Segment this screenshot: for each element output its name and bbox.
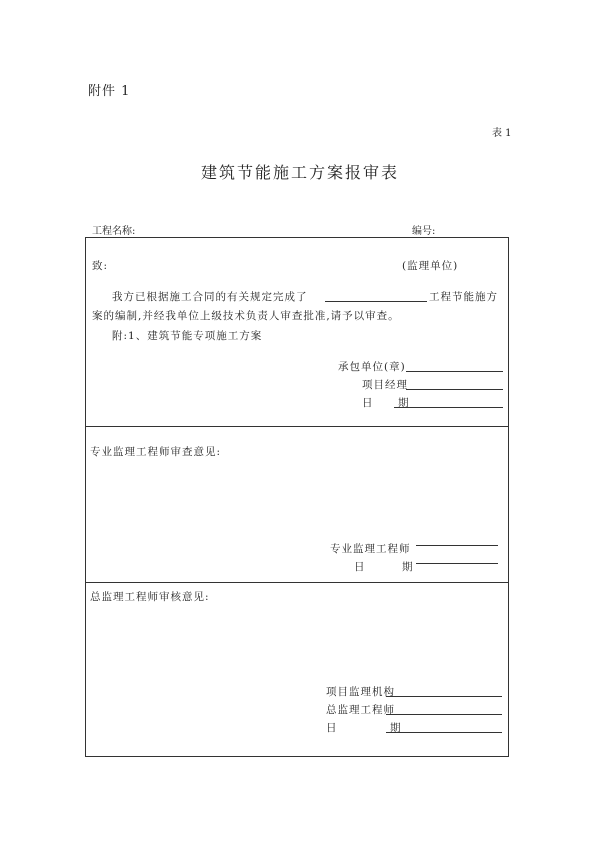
contractor-label: 承包单位(章) <box>338 361 406 373</box>
serial-number-label: 编号: <box>412 226 436 237</box>
table-number: 表 1 <box>492 128 512 139</box>
submission-text-line1: 我方已根据施工合同的有关规定完成了 <box>112 291 308 303</box>
date-label-char2: 期 <box>398 397 410 409</box>
specialist-review-heading: 专业监理工程师审查意见: <box>90 446 222 458</box>
project-name-blank[interactable] <box>325 301 427 302</box>
supervisor-unit-label: (监理单位) <box>402 260 459 272</box>
specialist-engineer-label: 专业监理工程师 <box>330 543 411 555</box>
review-form-table <box>85 237 509 757</box>
project-name-label: 工程名称: <box>92 226 136 237</box>
contractor-signature-line[interactable] <box>406 371 503 372</box>
date-label-char1: 日 <box>362 397 374 409</box>
chief-engineer-label: 总监理工程师 <box>326 704 395 716</box>
to-label: 致: <box>92 260 109 272</box>
supervision-org-label: 项目监理机构 <box>326 686 395 698</box>
date-line-section1[interactable] <box>394 407 503 408</box>
chief-review-heading: 总监理工程师审核意见: <box>90 591 210 603</box>
date-label-char1: 日 <box>354 561 366 573</box>
date-line-section2[interactable] <box>416 563 498 564</box>
section-divider-2 <box>86 582 508 583</box>
date-label-char1: 日 <box>326 722 338 734</box>
section-divider-1 <box>86 426 508 427</box>
attachment-list-item: 附:1、建筑节能专项施工方案 <box>112 330 263 342</box>
submission-text-line1-end: 工程节能施方 <box>429 291 498 303</box>
project-manager-label: 项目经理 <box>362 379 408 391</box>
supervision-org-signature-line[interactable] <box>386 696 502 697</box>
page-title: 建筑节能施工方案报审表 <box>200 163 399 182</box>
project-manager-signature-line[interactable] <box>406 389 503 390</box>
date-label-char2: 期 <box>390 722 402 734</box>
chief-engineer-signature-line[interactable] <box>386 714 502 715</box>
submission-text-line2: 案的编制,并经我单位上级技术负责人审查批准,请予以审查。 <box>92 310 400 322</box>
date-line-section3[interactable] <box>386 732 502 733</box>
attachment-label: 附件 1 <box>88 84 131 99</box>
date-label-char2: 期 <box>402 561 414 573</box>
specialist-engineer-signature-line[interactable] <box>416 545 498 546</box>
